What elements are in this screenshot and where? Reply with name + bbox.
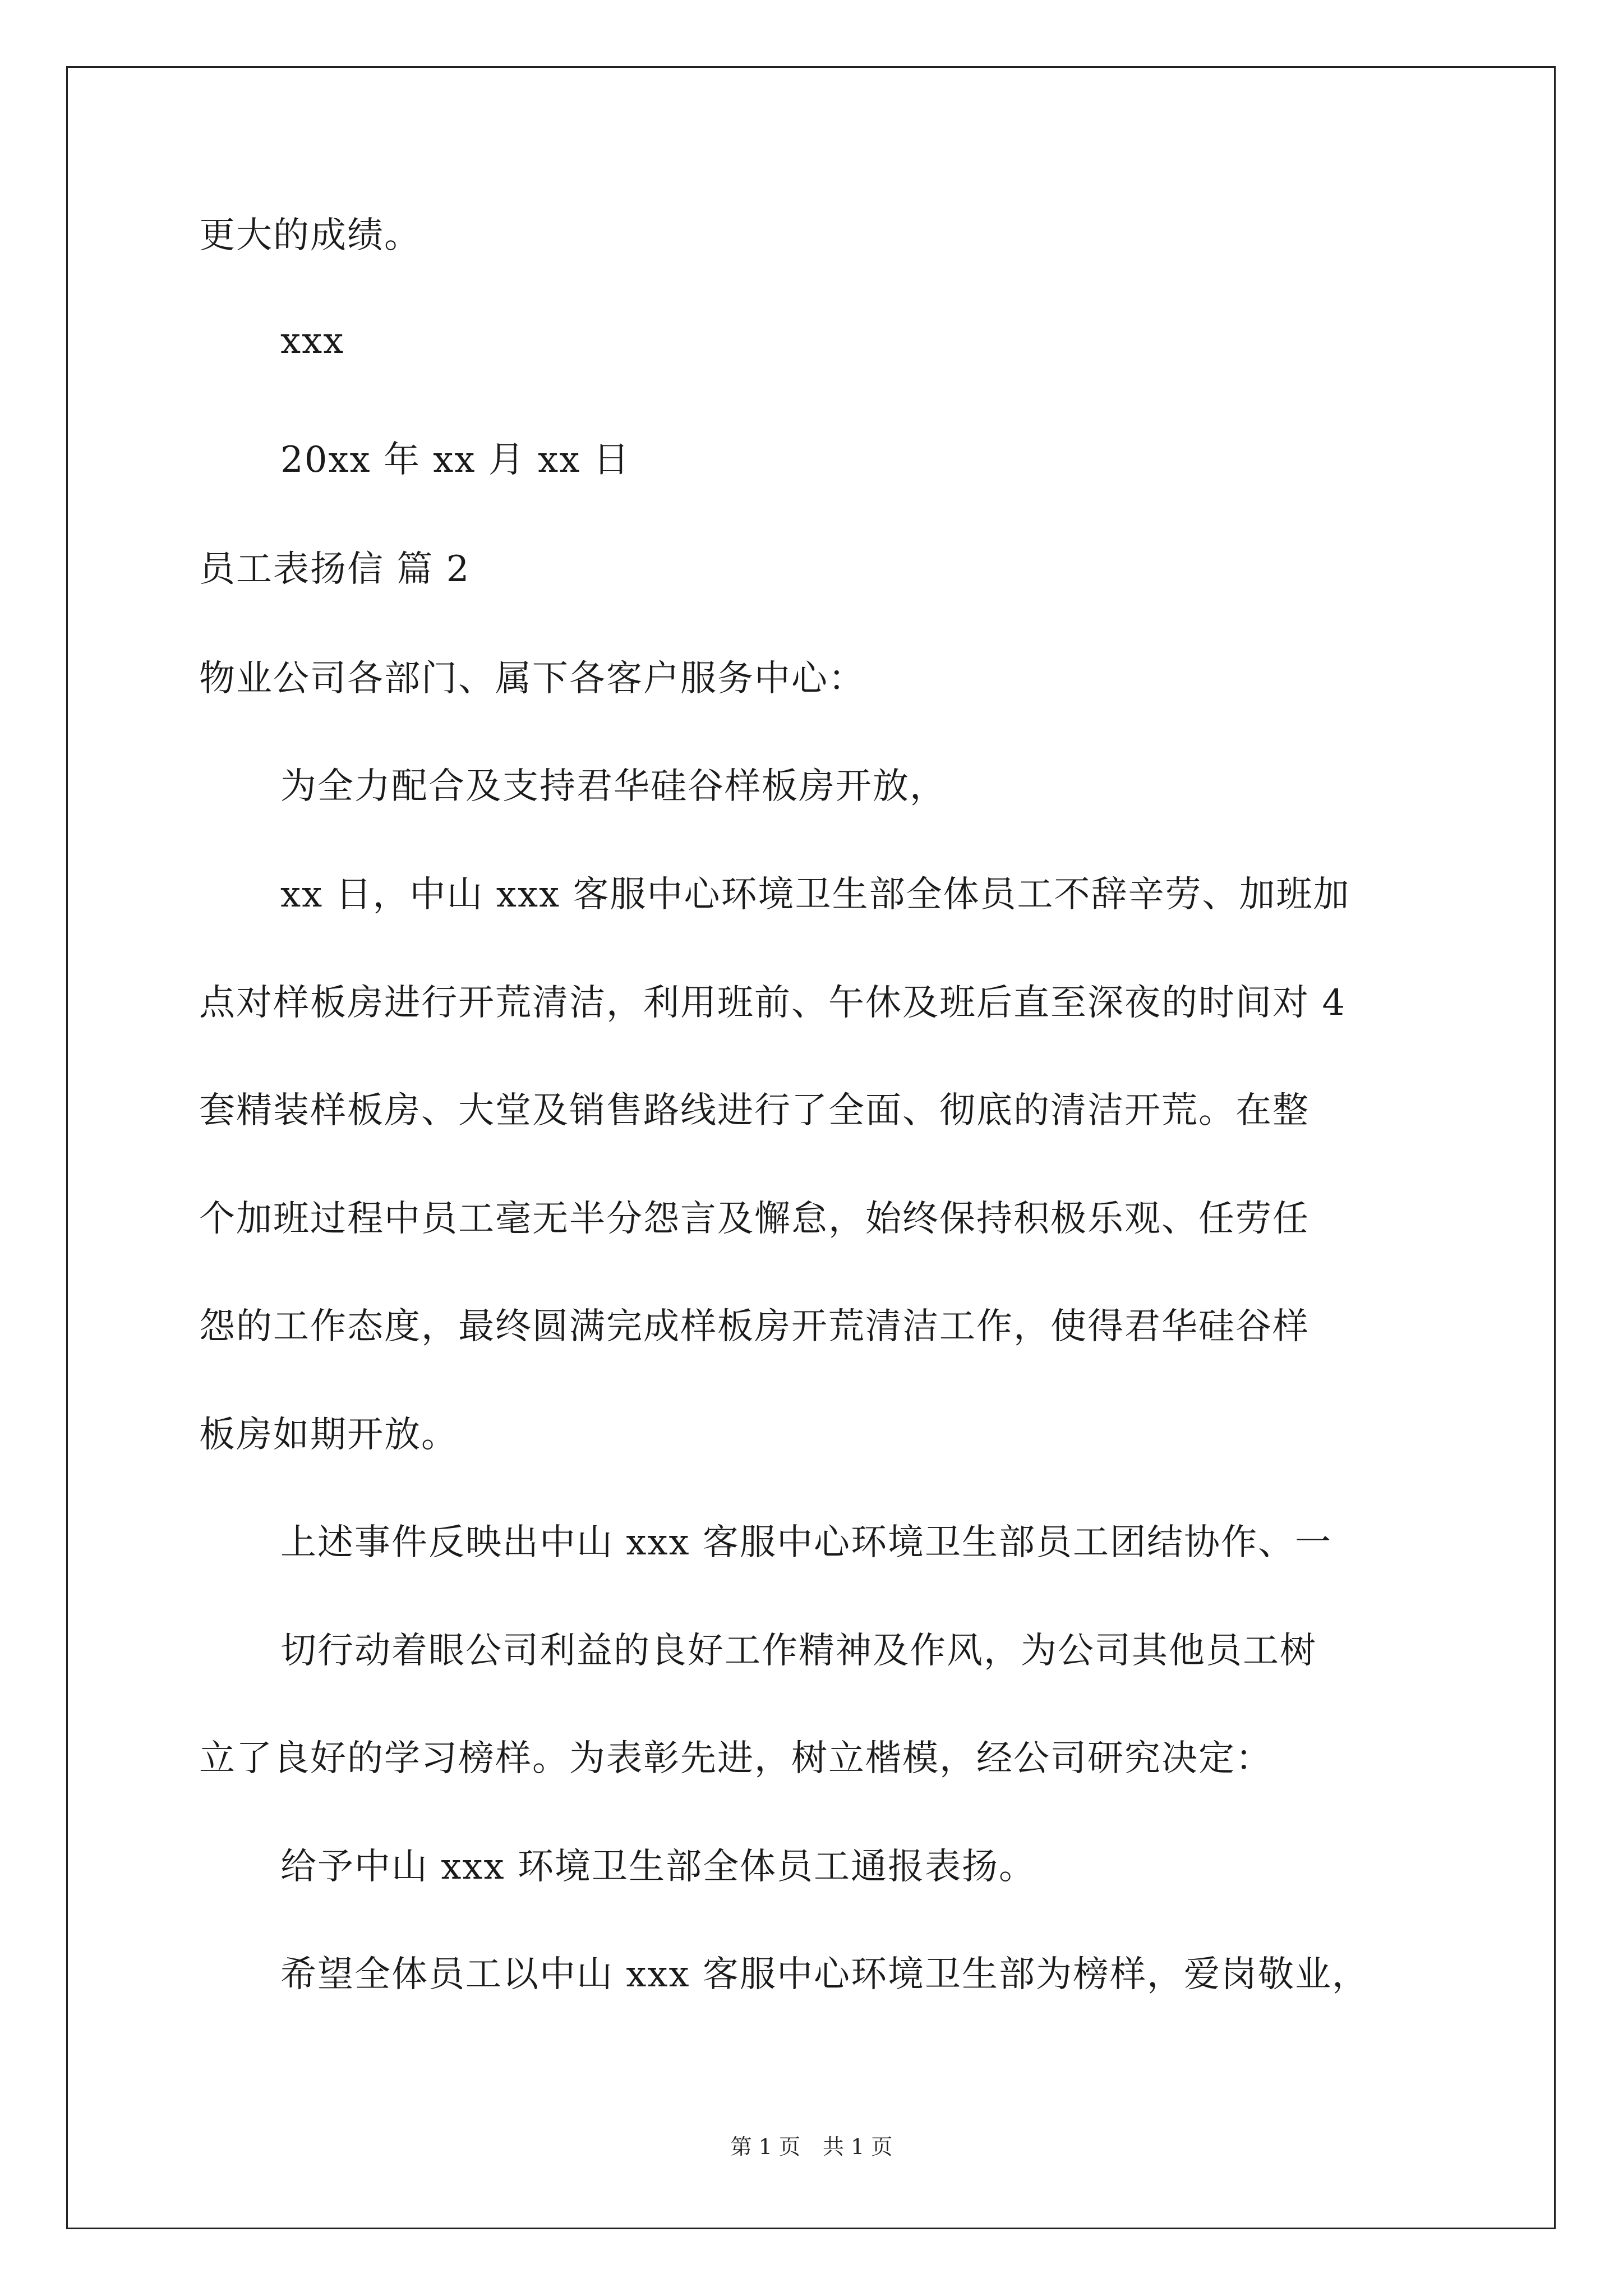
salutation: 物业公司各部门、属下各客户服务中心： <box>199 658 865 700</box>
page-footer <box>0 2133 1623 2161</box>
text-line: 更大的成绩。 <box>199 215 421 256</box>
paragraph-line: 套精装样板房、大堂及销售路线进行了全面、彻底的清洁开荒。在整 <box>199 1090 1310 1131</box>
page-border <box>66 66 1556 2229</box>
signature-name: xxx <box>280 320 345 362</box>
paragraph-line: 上述事件反映出中山 xxx 客服中心环境卫生部员工团结协作、一 <box>280 1522 1332 1563</box>
paragraph-line: 怨的工作态度，最终圆满完成样板房开荒清洁工作，使得君华硅谷样 <box>199 1306 1310 1347</box>
section-heading: 员工表扬信 篇 2 <box>199 549 471 590</box>
paragraph-line: 给予中山 xxx 环境卫生部全体员工通报表扬。 <box>280 1846 1036 1888</box>
page-number-total: 共 1 页 <box>823 2134 893 2159</box>
paragraph-line: 点对样板房进行开荒清洁，利用班前、午休及班后直至深夜的时间对 4 <box>199 982 1347 1024</box>
signature-date: 20xx 年 xx 月 xx 日 <box>280 439 630 481</box>
paragraph-line: xx 日，中山 xxx 客服中心环境卫生部全体员工不辞辛劳、加班加 <box>280 874 1350 915</box>
paragraph-line: 为全力配合及支持君华硅谷样板房开放， <box>280 766 947 807</box>
paragraph-line: 板房如期开放。 <box>199 1414 458 1456</box>
paragraph-line: 希望全体员工以中山 xxx 客服中心环境卫生部为榜样，爱岗敬业， <box>280 1954 1369 1995</box>
page-number-current: 第 1 页 <box>730 2134 800 2159</box>
paragraph-line: 切行动着眼公司利益的良好工作精神及作风，为公司其他员工树 <box>280 1630 1317 1672</box>
paragraph-line: 立了良好的学习榜样。为表彰先进，树立楷模，经公司研究决定： <box>199 1738 1272 1779</box>
paragraph-line: 个加班过程中员工毫无半分怨言及懈怠，始终保持积极乐观、任劳任 <box>199 1198 1310 1240</box>
